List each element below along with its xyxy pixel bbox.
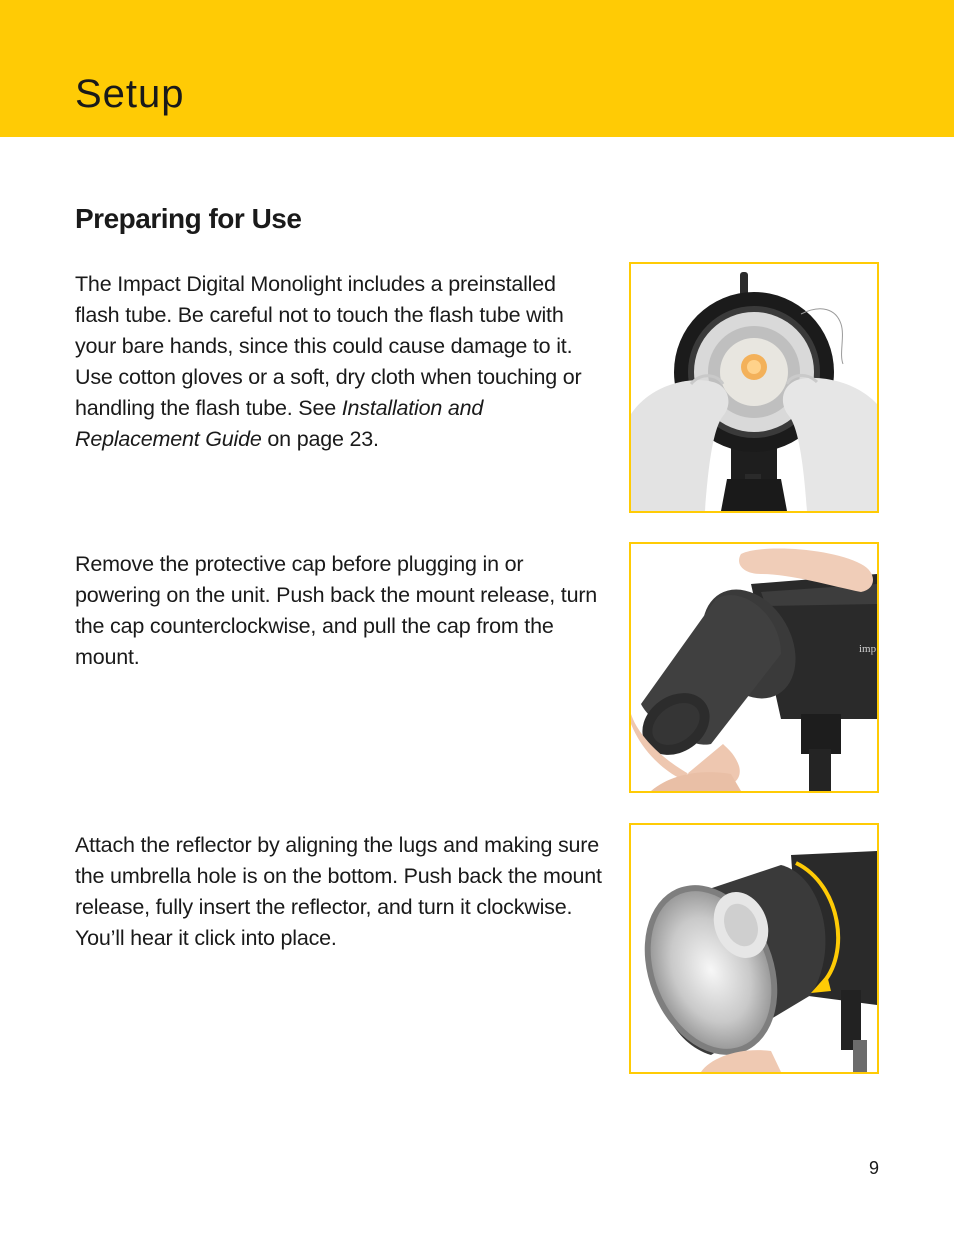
step-1-text — [75, 269, 605, 455]
step-3-text: Attach the reflector by aligning the lugs and making sure the umbrella hole is on the bottom. Push back the mount release, fully insert the reflector, and turn it clockwise. You’ll hear it click into place. — [75, 833, 602, 950]
page-number: 9 — [868, 1158, 879, 1178]
attach-reflector-photo — [629, 823, 879, 1074]
gloved-hands-flash-tube-photo — [629, 262, 879, 513]
svg-text:imp: imp — [859, 643, 877, 655]
step-1-text-after: on page 23. — [261, 427, 379, 451]
remove-protective-cap-photo — [629, 542, 879, 793]
section-heading: Preparing for Use — [75, 203, 302, 234]
page-title: Setup — [75, 72, 185, 116]
step-2-text: Remove the protective cap before plugging in or powering on the unit. Push back the mount release, turn the cap counterclockwise, and pull the cap from the mount. — [75, 552, 598, 669]
guide-reference: Installation and Replacement Guide — [75, 396, 484, 451]
step-1-text-before: The Impact Digital Monolight includes a preinstalled flash tube. Be careful not to touch the flash tube with your bare hands, since this could cause damage to it. Use cotton gloves or a soft, dry cloth when touching or handling the flash tube. See — [75, 272, 582, 420]
